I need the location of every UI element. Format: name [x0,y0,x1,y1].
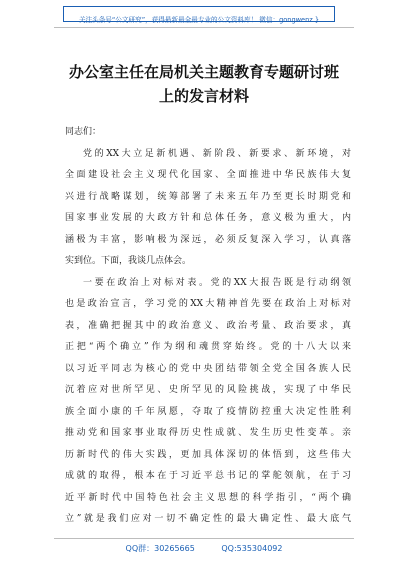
body-line: 成就的取得，根本在于习近平总书记的掌舵领航，在于习 [65,471,351,481]
body-line: 也是政治宣言，学习党的XX大精神首先要在政治上对标对 [65,299,351,309]
salutation: 同志们： [65,127,102,137]
footer [0,543,408,554]
body-line: 沉着应对世所罕见、史所罕见的风险挑战，实现了中华民 [65,385,351,395]
header-banner-text: 关注头条号“公文研究”，获得最新最全最专业的公文资料库！ 微信：gongwenz } [78,16,320,24]
footer-qq-group: QQ群：30265665 [125,544,195,553]
body-line: 党的XX大立足新机遇、新阶段、新要求、新环境，对 [83,148,351,159]
body-line: 正把“两个确立”作为纲和魂贯穿始终。党的十八大以来 [65,342,351,352]
body-line: 近平新时代中国特色社会主义思想的科学指引，“两个确 [65,492,351,503]
body-line: 推动党和国家事业取得历史性成就、发生历史性变革。亲 [65,428,351,438]
body-line: 实到位。下面，我谈几点体会。 [65,256,192,266]
body-line: 以习近平同志为核心的党中央团结带领全党全国各族人民 [65,363,351,374]
body-line: 国家事业发展的大政方针和总体任务，意义极为重大，内 [65,213,351,223]
body-line: 涵极为丰富，影响极为深远，必须反复深入学习，认真落 [65,234,351,245]
document-title [40,60,368,108]
document-title-line-2: 上的发言材料 [158,87,249,105]
body-line: 立”就是我们应对一切不确定性的最大确定性、最大底气 [65,514,351,524]
header-rule [54,27,354,28]
body-line: 表，准确把握其中的政治意义、政治考量、政治要求，真 [65,320,351,331]
footer-rule [54,538,354,539]
header-banner [63,6,335,22]
footer-qq: QQ:535304092 [221,544,283,553]
document-title-line-1: 办公室主任在局机关主题教育专题研讨班 [68,63,339,81]
body-line: 一要在政治上对标对表。党的XX大报告既是行动纲领 [83,277,351,288]
body-line: 历新时代的伟大实践，更加具体深切的体悟到，这些伟大 [65,449,351,460]
body-line: 兴进行战略谋划，统筹部署了未来五年乃至更长时期党和 [65,191,351,202]
document-body [65,122,351,531]
body-line: 全面建设社会主义现代化国家、全面推进中华民族伟大复 [65,170,351,180]
body-line: 族全面小康的千年夙愿，夺取了疫情防控重大决定性胜利 [65,406,351,417]
